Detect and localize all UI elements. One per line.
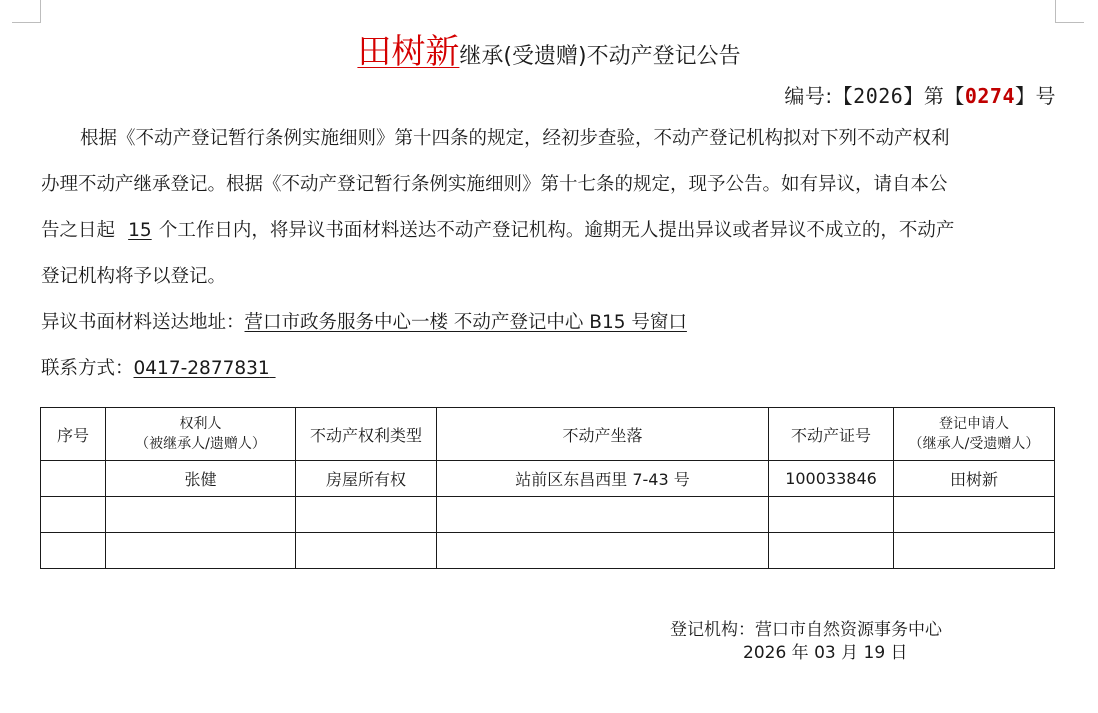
title-text: 继承(受遗赠)不动产登记公告 <box>459 44 741 69</box>
contact-value: 0417-2877831 <box>133 358 270 379</box>
address-label: 异议书面材料送达地址： <box>41 312 245 333</box>
document-title <box>0 24 1098 73</box>
cell-location: 站前区东昌西里 7-43 号 <box>437 461 769 497</box>
header-applicant-sub: （继承人/受遗赠人） <box>908 436 1040 452</box>
header-applicant <box>894 408 1055 461</box>
docno-suffix: 】号 <box>1015 84 1056 108</box>
address-value: 营口市政务服务中心一楼 不动产登记中心 B15 号窗口 <box>244 312 687 333</box>
cell-applicant <box>894 497 1055 533</box>
table-row <box>41 461 1055 497</box>
objection-days: 15 <box>128 220 152 241</box>
docno-number: 0274 <box>964 84 1015 108</box>
property-table <box>40 407 1055 569</box>
body-line-1: 根据《不动产登记暂行条例实施细则》第十四条的规定，经初步查验，不动产登记机构拟对下列不动产权利 <box>80 128 950 149</box>
header-holder-sub: （被继承人/遗赠人） <box>135 436 266 452</box>
cell-seq <box>41 497 106 533</box>
header-holder-main: 权利人 <box>179 416 222 432</box>
notice-date: 2026 年 03 月 19 日 <box>743 643 908 663</box>
contact-info <box>41 357 276 381</box>
cell-holder <box>106 497 296 533</box>
docno-mid: 】第【 <box>903 84 965 108</box>
body-line-3 <box>41 219 954 243</box>
cell-location <box>437 497 769 533</box>
cell-right-type: 房屋所有权 <box>296 461 437 497</box>
cell-seq <box>41 461 106 497</box>
line3-before: 告之日起 <box>41 220 116 241</box>
cell-holder: 张健 <box>106 461 296 497</box>
objection-address <box>41 311 687 335</box>
registration-org: 登记机构：营口市自然资源事务中心 <box>670 620 942 640</box>
document-number <box>784 80 1056 109</box>
header-seq: 序号 <box>41 408 106 461</box>
cell-cert-no <box>769 497 894 533</box>
cell-right-type <box>296 533 437 569</box>
cell-holder <box>106 533 296 569</box>
cell-applicant <box>894 533 1055 569</box>
cell-location <box>437 533 769 569</box>
cell-cert-no <box>769 533 894 569</box>
cell-applicant: 田树新 <box>894 461 1055 497</box>
docno-prefix: 编号:【 <box>784 84 854 108</box>
header-holder <box>106 408 296 461</box>
header-right-type: 不动产权利类型 <box>296 408 437 461</box>
line3-after: 个工作日内，将异议书面材料送达不动产登记机构。逾期无人提出异议或者异议不成立的，不动产 <box>158 220 955 241</box>
contact-label: 联系方式： <box>41 358 134 379</box>
table-row <box>41 497 1055 533</box>
cell-seq <box>41 533 106 569</box>
page-corner-mark-left <box>12 0 41 23</box>
docno-year: 2026 <box>853 84 904 108</box>
table-header-row <box>41 408 1055 461</box>
body-line-2: 办理不动产继承登记。根据《不动产登记暂行条例实施细则》第十七条的规定，现予公告。如有异议，请自本公 <box>41 174 948 195</box>
cell-cert-no: 100033846 <box>769 461 894 497</box>
page-corner-mark-right <box>1055 0 1084 23</box>
header-cert-no: 不动产证号 <box>769 408 894 461</box>
header-location: 不动产坐落 <box>437 408 769 461</box>
header-applicant-main: 登记申请人 <box>939 416 1009 432</box>
table-row <box>41 533 1055 569</box>
title-applicant-name: 田树新 <box>357 32 460 72</box>
body-line-4: 登记机构将予以登记。 <box>41 266 227 287</box>
cell-right-type <box>296 497 437 533</box>
